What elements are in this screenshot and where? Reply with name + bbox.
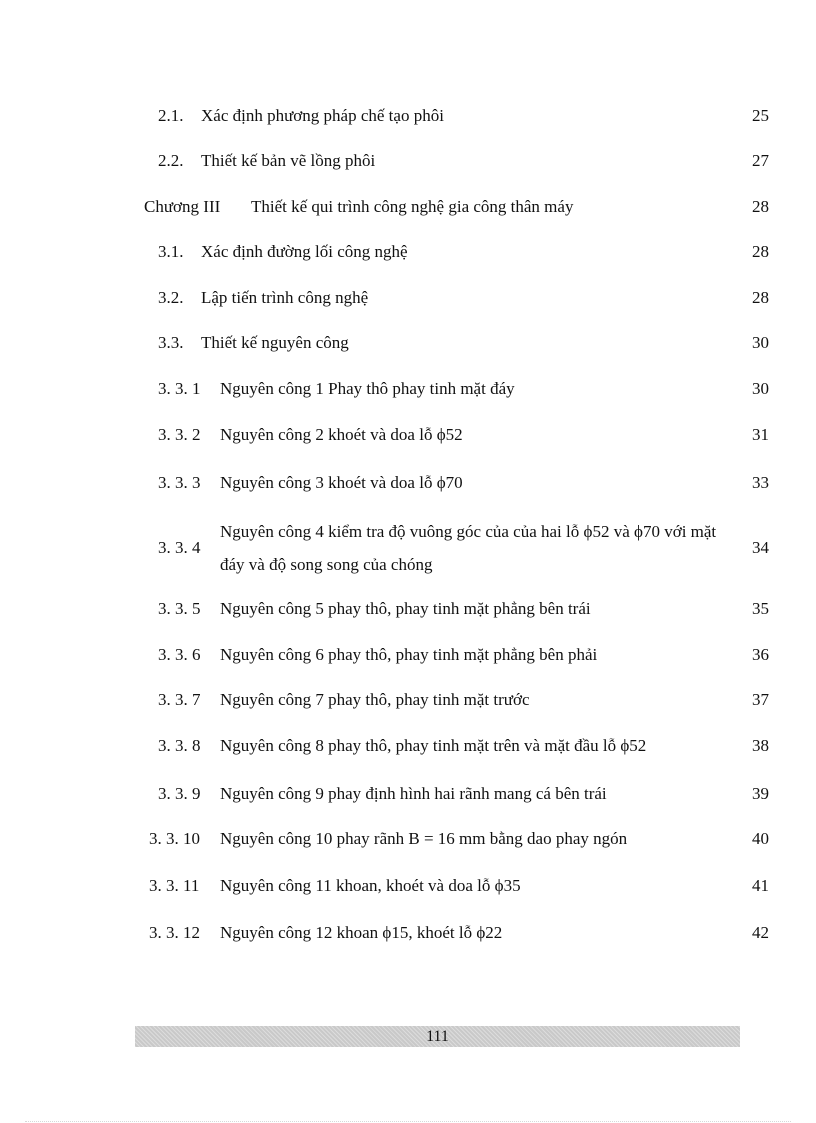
toc-entry-title: Nguyên công 4 kiểm tra độ vuông góc của của hai lỗ ϕ52 và ϕ70 với mặt đáy và độ song song của chóng xyxy=(220,522,717,574)
toc-entry-number: 3. 3. 12 xyxy=(149,923,200,942)
toc-entry-page: 39 xyxy=(752,784,769,803)
toc-entry-page: 41 xyxy=(752,876,769,895)
toc-entry-page: 27 xyxy=(752,151,769,170)
toc-entry-number: 3.2. xyxy=(158,288,184,307)
toc-entry-number: 2.2. xyxy=(158,151,184,170)
toc-entry-number: 3. 3. 3 xyxy=(158,473,201,492)
toc-entry-page: 34 xyxy=(752,538,769,557)
toc-entry-title: Thiết kế bản vẽ lồng phôi xyxy=(201,151,376,170)
toc-entry-number: 3. 3. 11 xyxy=(149,876,200,895)
toc-entry-number: 3. 3. 5 xyxy=(158,599,201,618)
toc-entry-page: 42 xyxy=(752,923,769,942)
toc-entry-page: 31 xyxy=(752,425,769,444)
toc-entry-number: 3.3. xyxy=(158,333,184,352)
page-footer xyxy=(135,1026,740,1047)
toc-entry-page: 28 xyxy=(752,197,769,216)
toc-entry-title: Lập tiến trình công nghệ xyxy=(201,288,369,307)
toc-entry-title: Nguyên công 9 phay định hình hai rãnh mang cá bên trái xyxy=(220,784,607,803)
toc-chapter-number: Chương III xyxy=(144,197,221,216)
toc-entry-title: Nguyên công 7 phay thô, phay tinh mặt trước xyxy=(220,690,530,709)
toc-entry-page: 36 xyxy=(752,645,769,664)
toc-entry-title: Nguyên công 12 khoan ϕ15, khoét lỗ ϕ22 xyxy=(220,923,503,942)
toc-entry-title: Nguyên công 10 phay rãnh B = 16 mm bằng dao phay ngón xyxy=(220,829,628,848)
toc-entry-number: 3. 3. 10 xyxy=(149,829,200,848)
toc-entry-page: 30 xyxy=(752,379,769,398)
toc-entry-title: Nguyên công 3 khoét và doa lỗ ϕ70 xyxy=(220,473,463,492)
toc-entry-page: 40 xyxy=(752,829,769,848)
toc-entry-number: 3. 3. 4 xyxy=(158,538,201,557)
toc-entry-number: 3.1. xyxy=(158,242,184,261)
toc-entry-page: 28 xyxy=(752,288,769,307)
toc-entry-page: 37 xyxy=(752,690,769,709)
toc-entry-number: 3. 3. 6 xyxy=(158,645,201,664)
toc-entry-title: Nguyên công 1 Phay thô phay tinh mặt đáy xyxy=(220,379,515,398)
toc-entry-title: Nguyên công 8 phay thô, phay tinh mặt trên và mặt đầu lỗ ϕ52 xyxy=(220,736,647,755)
toc-entry-title: Xác định phương pháp chế tạo phôi xyxy=(201,106,444,125)
toc-entry-number: 3. 3. 9 xyxy=(158,784,201,803)
toc-entry-number: 3. 3. 1 xyxy=(158,379,201,398)
bottom-divider xyxy=(25,1121,791,1122)
toc-entry-page: 35 xyxy=(752,599,769,618)
toc-entry-number: 3. 3. 2 xyxy=(158,425,201,444)
toc-entry-page: 28 xyxy=(752,242,769,261)
toc-chapter-title: Thiết kế qui trình công nghệ gia công thân máy xyxy=(251,197,574,216)
toc-entry-page: 25 xyxy=(752,106,769,125)
toc-entry-title: Nguyên công 5 phay thô, phay tinh mặt phẳng bên trái xyxy=(220,599,591,618)
toc-entry-number: 3. 3. 8 xyxy=(158,736,201,755)
toc-entry-page: 30 xyxy=(752,333,769,352)
toc-entry-title: Nguyên công 2 khoét và doa lỗ ϕ52 xyxy=(220,425,463,444)
toc-entry-page: 38 xyxy=(752,736,769,755)
toc-entry-page: 33 xyxy=(752,473,769,492)
toc-entry-title: Nguyên công 11 khoan, khoét và doa lỗ ϕ35 xyxy=(220,876,521,895)
toc-entry-title: Thiết kế nguyên công xyxy=(201,333,349,352)
toc-entry-title: Nguyên công 6 phay thô, phay tinh mặt phẳng bên phải xyxy=(220,645,598,664)
toc-entry-number: 2.1. xyxy=(158,106,184,125)
toc-entry-title: Xác định đường lối công nghệ xyxy=(201,242,408,261)
toc-entry-number: 3. 3. 7 xyxy=(158,690,201,709)
page-number: 111 xyxy=(426,1028,449,1045)
